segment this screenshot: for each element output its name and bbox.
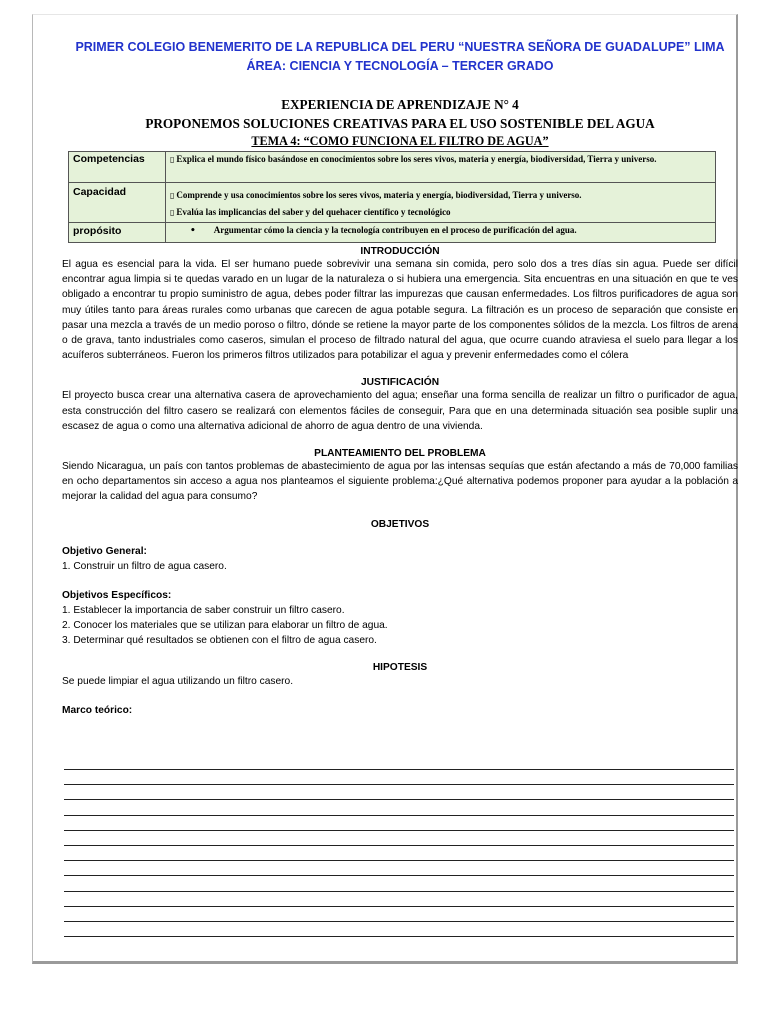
planteamiento-text: Siendo Nicaragua, un país con tantos problemas de abastecimiento de agua por las intensas sequías que están afectando a más de 70,000 familias en ocho departamentos sin acceso a agua nos planteamos el siguiente problema:¿Qué alternativa podemos proponer para ayudar a la población a mejorar la calidad del agua para consumo?	[62, 461, 738, 503]
area-grade: ÁREA: CIENCIA Y TECNOLOGÍA – TERCER GRADO	[246, 59, 554, 73]
writing-line	[64, 784, 734, 785]
experience-subtitle: PROPONEMOS SOLUCIONES CREATIVAS PARA EL USO SOSTENIBLE DEL AGUA	[145, 116, 655, 131]
table-row	[69, 223, 716, 243]
hipotesis-text: Se puede limpiar el agua utilizando un filtro casero.	[62, 675, 294, 687]
writing-line	[64, 799, 734, 800]
list-item: 1. Construir un filtro de agua casero.	[62, 560, 227, 572]
competencies-table	[68, 151, 716, 243]
table-row	[69, 183, 716, 223]
writing-line	[64, 921, 734, 922]
objetivos-especificos-label: Objetivos Específicos:	[62, 589, 172, 601]
checkbox-icon: ▯	[170, 155, 175, 164]
introduccion-heading: INTRODUCCIÓN	[360, 246, 440, 257]
school-name: PRIMER COLEGIO BENEMERITO DE LA REPUBLICA DEL PERU “NUESTRA SEÑORA DE GUADALUPE” LIMA	[75, 40, 725, 54]
bullet-icon: •	[190, 226, 196, 236]
writing-line	[64, 936, 734, 937]
marco-teorico-label: Marco teórico:	[62, 704, 133, 716]
checkbox-icon: ▯	[170, 191, 175, 200]
planteamiento-heading: PLANTEAMIENTO DEL PROBLEMA	[314, 448, 486, 460]
objetivos-heading: OBJETIVOS	[370, 518, 430, 530]
introduccion-text: El agua es esencial para la vida. El ser humano puede sobrevivir una semana sin comida, pero solo dos a tres días sin agua. Puede ser difícil encontrar agua limpia si te quedas varado en un lugar de la naturaleza o si hubiera una emergencia. Sita encuentras en una situación en que te ves obligado a encontrar tu propio suministro de agua, debes poder filtrar las impurezas que causan enfermedades. Los filtros purificadores de agua son muy útiles tanto para áreas rurales como urbanas que carecen de agua potable segura. La filtración es un proceso de separación que consiste en pasar una mezcla a través de un medio poroso o filtro, dónde se retiene la mayor parte de los componentes sólidos de la mezcla. Los filtros de arena o de grava, tanto industriales como caseros, simulan el proceso de filtrado natural del agua, que ocurre cuando atraviesa el suelo para llegar a los acuíferos subterráneos. Fueron los primeros filtros utilizados para potabilizar el agua y prevenir enfermedades como el cólera	[62, 259, 738, 362]
justificacion-heading: JUSTIFICACIÓN	[360, 377, 440, 389]
writing-line	[64, 891, 734, 892]
writing-line	[64, 860, 734, 861]
document-content	[62, 38, 738, 718]
experience-title: EXPERIENCIA DE APRENDIZAJE N° 4	[281, 97, 519, 112]
capacidad-label: Capacidad	[69, 183, 166, 223]
justificacion-text: El proyecto busca crear una alternativa casera de aprovechamiento del agua; enseñar una forma sencilla de realizar un filtro o purificador de agua, esta construcción del filtro casero se realizará con elementos fáciles de conseguir, Para que en una determinada situación sea posible suplir una escasez de agua o como una alternativa adicional de ahorro de agua dentro de una vivienda.	[62, 390, 738, 432]
writing-line	[64, 875, 734, 876]
writing-line	[64, 830, 734, 831]
competencias-value: ▯ Explica el mundo físico basándose en conocimientos sobre los seres vivos, materia y energía, biodiversidad, Tierra y universo.	[166, 152, 716, 183]
list-item: 3. Determinar qué resultados se obtienen con el filtro de agua casero.	[62, 634, 377, 646]
proposito-label: propósito	[69, 223, 166, 243]
proposito-value: • Argumentar cómo la ciencia y la tecnología contribuyen en el proceso de purificación del agua.	[166, 223, 716, 243]
hipotesis-heading: HIPOTESIS	[372, 661, 428, 673]
writing-line	[64, 845, 734, 846]
table-row	[69, 152, 716, 183]
checkbox-icon: ▯	[170, 208, 175, 217]
topic-title: TEMA 4: “COMO FUNCIONA EL FILTRO DE AGUA”	[251, 134, 549, 148]
list-item: 1. Establecer la importancia de saber construir un filtro casero.	[62, 604, 345, 616]
capacidad-value: ▯ Comprende y usa conocimientos sobre los seres vivos, materia y energía, biodiversidad, Tierra y universo. ▯ Evalúa las implicancias del saber y del quehacer científico y tecnológico	[166, 183, 716, 223]
writing-line	[64, 769, 734, 770]
competencias-label: Competencias	[69, 152, 166, 183]
list-item: 2. Conocer los materiales que se utilizan para elaborar un filtro de agua.	[62, 619, 388, 631]
writing-line	[64, 906, 734, 907]
writing-line	[64, 815, 734, 816]
objetivo-general-label: Objetivo General:	[62, 545, 147, 557]
